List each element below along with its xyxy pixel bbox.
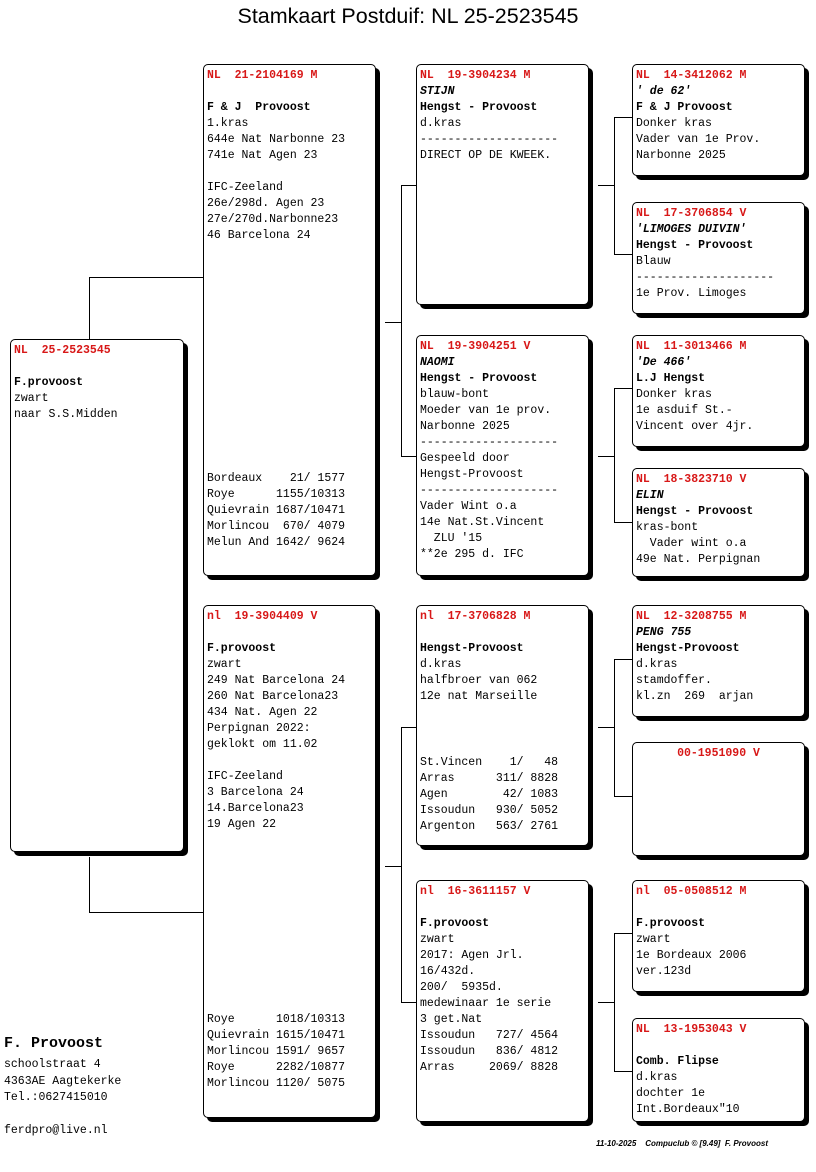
connector-line (614, 522, 632, 523)
ring-number: nl 16-3611157 V (420, 885, 531, 898)
connector-line (401, 1002, 417, 1003)
subject-card (10, 339, 184, 852)
connector-line (89, 277, 90, 341)
dam-card (203, 605, 376, 1118)
connector-line (385, 322, 401, 323)
pigeon-info: blauw-bont Moeder van 1e prov. Narbonne 2025 -------------------- Gespeeld door Hengst-Provoost -------------------- Vader Wint o.a 14e Nat.St.Vincent ZLU '15 **2e 295 d. IFC (420, 388, 559, 561)
connector-line (614, 117, 632, 118)
sss-card (632, 64, 805, 176)
connector-line (614, 388, 632, 389)
connector-line (598, 727, 614, 728)
pigeon-name: 'De 466' (636, 356, 692, 369)
ring-number: NL 18-3823710 V (636, 473, 747, 486)
pigeon-info: d.kras stamdoffer. kl.zn 269 arjan (636, 658, 754, 703)
connector-line (614, 1071, 632, 1072)
sire-dam-card (416, 335, 589, 576)
pigeon-name: ELIN (636, 489, 664, 502)
sds-card (632, 335, 805, 447)
owner-name: F.provoost (420, 917, 490, 930)
breeder-name: F. Provoost (4, 1035, 104, 1052)
ddd-card (632, 1018, 805, 1122)
connector-line (614, 388, 615, 522)
ring-number: NL 11-3013466 M (636, 340, 747, 353)
ring-number: nl 05-0508512 M (636, 885, 747, 898)
ring-number: NL 14-3412062 M (636, 69, 747, 82)
connector-line (401, 185, 402, 456)
pigeon-name: ' de 62' (636, 85, 692, 98)
ring-number: NL 17-3706854 V (636, 207, 747, 220)
pigeon-name: NAOMI (420, 356, 455, 369)
race-results: Bordeaux 21/ 1577 Roye 1155/10313 Quievrain 1687/10471 Morlincou 670/ 4079 Melun And 1642/ 9624 (207, 472, 346, 549)
pigeon-name: 'LIMOGES DUIVIN' (636, 223, 747, 236)
connector-line (401, 727, 417, 728)
owner-name: Hengst-Provoost (636, 642, 740, 655)
owner-name: F & J Provoost (636, 101, 733, 114)
pigeon-info: zwart naar S.S.Midden (14, 392, 118, 421)
ring-number: 00-1951090 V (677, 747, 760, 760)
sdd-card (632, 468, 805, 577)
pigeon-info: zwart 2017: Agen Jrl. 16/432d. 200/ 5935d. medewinaar 1e serie 3 get.Nat Issoudun 727/ 4564 Issoudun 836/ 4812 Arras 2069/ 8828 (420, 933, 559, 1074)
owner-name: L.J Hengst (636, 372, 706, 385)
connector-line (614, 254, 632, 255)
owner-name: F.provoost (636, 917, 706, 930)
owner-name: Comb. Flipse (636, 1055, 719, 1068)
connector-line (385, 866, 401, 867)
connector-line (598, 185, 614, 186)
pigeon-info: zwart 1e Bordeaux 2006 ver.123d (636, 933, 747, 978)
ring-number: NL 25-2523545 (14, 344, 111, 357)
connector-line (614, 659, 615, 796)
ring-number: NL 21-2104169 M (207, 69, 318, 82)
connector-line (598, 456, 614, 457)
owner-name: F.provoost (14, 376, 84, 389)
dsd-card (632, 742, 805, 856)
print-stamp: 11-10-2025 Compuclub © [9.49] F. Provoost (596, 1139, 769, 1148)
connector-line (614, 796, 632, 797)
owner-name: Hengst - Provoost (420, 372, 538, 385)
pigeon-info: Donker kras 1e asduif St.- Vincent over 4jr. (636, 388, 754, 433)
pigeon-name: STIJN (420, 85, 455, 98)
ring-number: nl 17-3706828 M (420, 610, 531, 623)
connector-line (89, 857, 90, 912)
race-results: Roye 1018/10313 Quievrain 1615/10471 Morlincou 1591/ 9657 Roye 2282/10877 Morlincou 1120/ 5075 (207, 1013, 346, 1090)
ring-number: NL 19-3904234 M (420, 69, 531, 82)
owner-name: Hengst - Provoost (636, 505, 754, 518)
breeder-street: schoolstraat 4 (4, 1058, 101, 1071)
owner-name: Hengst-Provoost (420, 642, 524, 655)
connector-line (598, 1002, 614, 1003)
pigeon-info: Donker kras Vader van 1e Prov. Narbonne 2025 (636, 117, 761, 162)
race-results: St.Vincen 1/ 48 Arras 311/ 8828 Agen 42/ 1083 Issoudun 930/ 5052 Argenton 563/ 2761 (420, 756, 559, 833)
pigeon-info: 1.kras 644e Nat Narbonne 23 741e Nat Agen 23 IFC-Zeeland 26e/298d. Agen 23 27e/270d.Narbonne23 46 Barcelona 24 (207, 117, 346, 242)
dss-card (632, 605, 805, 717)
connector-line (614, 933, 632, 934)
connector-line (614, 933, 615, 1071)
pigeon-name: PENG 755 (636, 626, 692, 639)
pigeon-info: d.kras -------------------- DIRECT OP DE KWEEK. (420, 117, 559, 162)
pigeon-info: Blauw -------------------- 1e Prov. Limoges (636, 255, 775, 300)
pigeon-info: zwart 249 Nat Barcelona 24 260 Nat Barcelona23 434 Nat. Agen 22 Perpignan 2022: geklokt om 11.02 IFC-Zeeland 3 Barcelona 24 14.Barcelona23 19 Agen 22 (207, 658, 346, 831)
breeder-phone: Tel.:0627415010 (4, 1091, 108, 1104)
connector-line (614, 117, 615, 254)
connector-line (401, 727, 402, 1002)
owner-name: Hengst - Provoost (636, 239, 754, 252)
sire-sire-card (416, 64, 589, 305)
connector-line (89, 912, 204, 913)
ring-number: NL 12-3208755 M (636, 610, 747, 623)
page-title: Stamkaart Postduif: NL 25-2523545 (237, 4, 579, 28)
breeder-email: ferdpro@live.nl (4, 1124, 108, 1137)
ssd-card (632, 202, 805, 314)
connector-line (89, 277, 204, 278)
dam-dam-card (416, 880, 589, 1122)
pigeon-info: d.kras dochter 1e Int.Bordeaux"10 (636, 1071, 740, 1116)
sire-card (203, 64, 376, 576)
breeder-city: 4363AE Aagtekerke (4, 1075, 122, 1088)
owner-name: Hengst - Provoost (420, 101, 538, 114)
ring-number: nl 19-3904409 V (207, 610, 318, 623)
connector-line (401, 456, 417, 457)
connector-line (614, 659, 632, 660)
owner-name: F.provoost (207, 642, 277, 655)
owner-name: F & J Provoost (207, 101, 311, 114)
dds-card (632, 880, 805, 992)
ring-number: NL 13-1953043 V (636, 1023, 747, 1036)
pigeon-info: d.kras halfbroer van 062 12e nat Marseille (420, 658, 538, 703)
ring-number: NL 19-3904251 V (420, 340, 531, 353)
pigeon-info: kras-bont Vader wint o.a 49e Nat. Perpignan (636, 521, 761, 566)
dam-sire-card (416, 605, 589, 846)
connector-line (401, 185, 417, 186)
